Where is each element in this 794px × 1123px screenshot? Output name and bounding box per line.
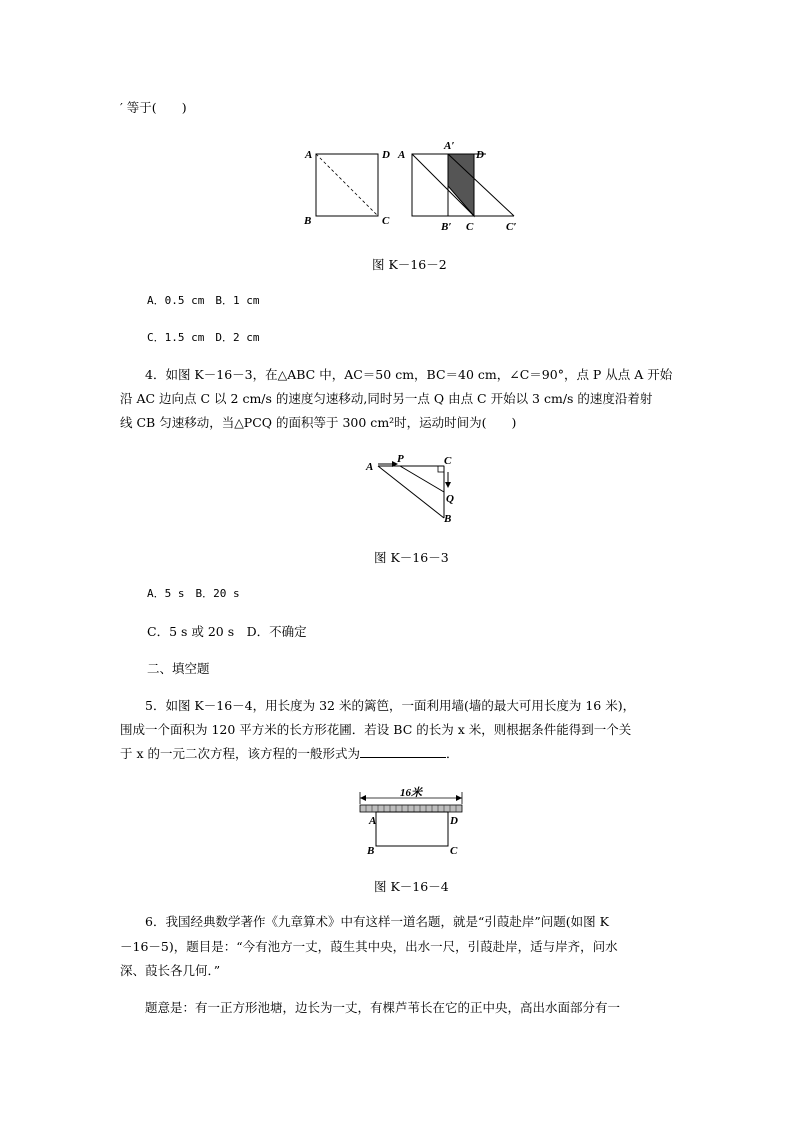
figure-k-16-4 — [350, 784, 474, 860]
answer-blank — [360, 744, 446, 758]
q6-line4: 题意是：有一正方形池塘，边长为一丈，有棵芦苇长在它的正中央，高出水面部分有一 — [145, 1000, 621, 1015]
label-c: C — [444, 455, 452, 467]
arrow-cq-head — [445, 482, 451, 488]
q5-line3-text: 于 x 的一元二次方程，该方程的一般形式为 — [120, 746, 360, 761]
caption-k-16-3: 图 K－16－3 — [374, 550, 449, 565]
label-d: D — [382, 149, 390, 161]
label-b: B — [367, 845, 375, 857]
q4-options-line2: C．5 s 或 20 s D．不确定 — [147, 624, 307, 639]
figure-k-16-3 — [360, 448, 470, 528]
caption-k-16-2: 图 K－16－2 — [372, 257, 447, 272]
q3-options-line1: A．0.5 cm B．1 cm — [147, 294, 260, 307]
label-a: A — [369, 815, 377, 827]
q3-text-tail: ′ 等于( ) — [120, 100, 187, 115]
dimension-arrow-left — [360, 795, 366, 801]
wall — [360, 805, 462, 812]
q5-line3-end: ． — [446, 746, 459, 761]
label-c: C — [450, 845, 458, 857]
label-c-prime: C′ — [506, 221, 517, 233]
shaded-overlap — [448, 154, 474, 216]
wall-length-label: 16米 — [400, 787, 422, 799]
label-a: A — [366, 461, 374, 473]
label-a-prime: A′ — [444, 140, 455, 152]
label-b: B — [444, 513, 452, 525]
q6-line3: 深、葭长各几何．” — [120, 963, 221, 978]
q5-line3 — [120, 744, 459, 763]
label-c: C — [382, 215, 390, 227]
q4-line1: 4．如图 K－16－3，在△ABC 中，AC＝50 cm，BC＝40 cm，∠C＝90°，点 P 从点 A 开始 — [145, 367, 673, 382]
figure-k-16-2 — [296, 138, 536, 236]
q4-options-line1: A．5 s B．20 s — [147, 587, 240, 600]
side-ab — [378, 466, 444, 518]
label-p: P — [397, 453, 404, 465]
label-d: D — [450, 815, 458, 827]
label-c2: C — [466, 221, 474, 233]
caption-k-16-4: 图 K－16－4 — [374, 879, 449, 894]
label-b-prime: B′ — [441, 221, 452, 233]
label-a2: A — [398, 149, 406, 161]
q4-line2: 沿 AC 边向点 C 以 2 cm/s 的速度匀速移动,同时另一点 Q 由点 C 开始以 3 cm/s 的速度沿着射 — [120, 391, 653, 406]
q6-line1: 6．我国经典数学著作《九章算术》中有这样一道名题，就是“引葭赴岸”问题(如图 K — [145, 914, 609, 929]
q3-options-line2: C．1.5 cm D．2 cm — [147, 331, 260, 344]
section-title-fill-blank: 二、填空题 — [147, 661, 210, 676]
dimension-arrow-right — [456, 795, 462, 801]
diagonal-ac — [316, 154, 378, 216]
q5-line1: 5．如图 K－16－4，用长度为 32 米的篱笆，一面利用墙(墙的最大可用长度为 16 米)， — [145, 698, 636, 713]
q6-line2: －16－5)，题目是：“今有池方一丈，葭生其中央，出水一尺，引葭赴岸，适与岸齐，问水 — [120, 939, 618, 954]
garden-rectangle — [376, 812, 448, 846]
label-d2: D — [476, 149, 484, 161]
label-b: B — [304, 215, 312, 227]
label-a: A — [305, 149, 313, 161]
q5-line2: 围成一个面积为 120 平方米的长方形花圃．若设 BC 的长为 x 米，则根据条件能得到一个关 — [120, 722, 632, 737]
label-q: Q — [446, 493, 454, 505]
q4-line3: 线 CB 匀速移动，当△PCQ 的面积等于 300 cm²时，运动时间为( ) — [120, 415, 517, 430]
